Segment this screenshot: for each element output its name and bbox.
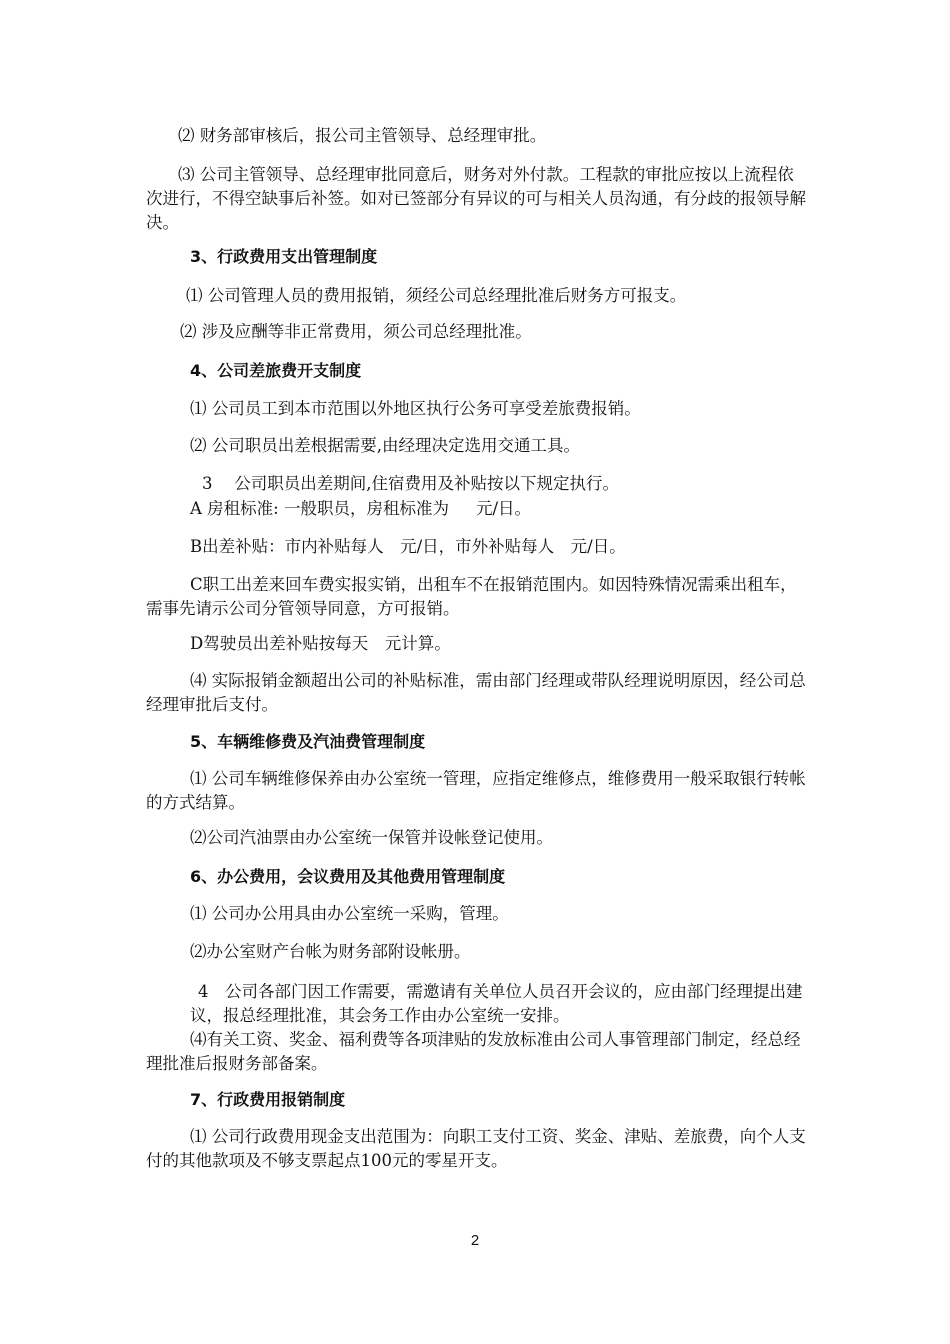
paragraph: 3 公司职员出差期间,住宿费用及补贴按以下规定执行。 [202,474,619,493]
paragraph: ⑵办公室财产台帐为财务部附设帐册。 [190,942,471,961]
paragraph: 4 公司各部门因工作需要，需邀请有关单位人员召开会议的，应由部门经理提出建议，报总经理批准，其会务工作由办公室统一安排。 [190,982,803,1025]
section-heading: 7、行政费用报销制度 [190,1090,346,1109]
section-heading: 3、行政费用支出管理制度 [190,247,378,266]
paragraph: ⑵ 涉及应酬等非正常费用，须公司总经理批准。 [180,322,532,341]
paragraph: ⑵公司汽油票由办公室统一保管并设帐登记使用。 [190,828,553,847]
section-heading: 6、办公费用，会议费用及其他费用管理制度 [190,867,506,886]
section-heading: 4、公司差旅费开支制度 [190,361,362,380]
paragraph: ⑴ 公司员工到本市范围以外地区执行公务可享受差旅费报销。 [190,399,641,418]
paragraph: ⑵ 公司职员出差根据需要,由经理决定选用交通工具。 [190,436,580,455]
paragraph: A 房租标准: 一般职员，房租标准为 元/日。 [190,499,532,518]
paragraph: ⑴ 公司车辆维修保养由办公室统一管理，应指定维修点，维修费用一般采取银行转帐的方式结算。 [146,769,806,812]
paragraph: ⑴ 公司办公用具由办公室统一采购，管理。 [190,904,509,923]
paragraph: B出差补贴：市内补贴每人 元/日，市外补贴每人 元/日。 [190,537,626,556]
paragraph: C职工出差来回车费实报实销，出租车不在报销范围内。如因特殊情况需乘出租车，需事先请示公司分管领导同意，方可报销。 [146,575,797,618]
paragraph: ⑴ 公司行政费用现金支出范围为：向职工支付工资、奖金、津贴、差旅费，向个人支付的其他款项及不够支票起点100元的零星开支。 [146,1127,806,1170]
paragraph: ⑷有关工资、奖金、福利费等各项津贴的发放标准由公司人事管理部门制定，经总经理批准后报财务部备案。 [146,1030,801,1073]
section-heading: 5、车辆维修费及汽油费管理制度 [190,732,426,751]
paragraph: ⑵ 财务部审核后，报公司主管领导、总经理审批。 [178,126,547,145]
paragraph: ⑴ 公司管理人员的费用报销，须经公司总经理批准后财务方可报支。 [186,286,687,305]
paragraph: ⑶ 公司主管领导、总经理审批同意后，财务对外付款。工程款的审批应按以上流程依次进行，不得空缺事后补签。如对已签部分有异议的可与相关人员沟通，有分歧的报领导解决。 [146,165,806,232]
paragraph: ⑷ 实际报销金额超出公司的补贴标准，需由部门经理或带队经理说明原因，经公司总经理审批后支付。 [146,671,806,714]
page-number: 2 [470,1232,480,1249]
paragraph: D驾驶员出差补贴按每天 元计算。 [190,634,451,653]
